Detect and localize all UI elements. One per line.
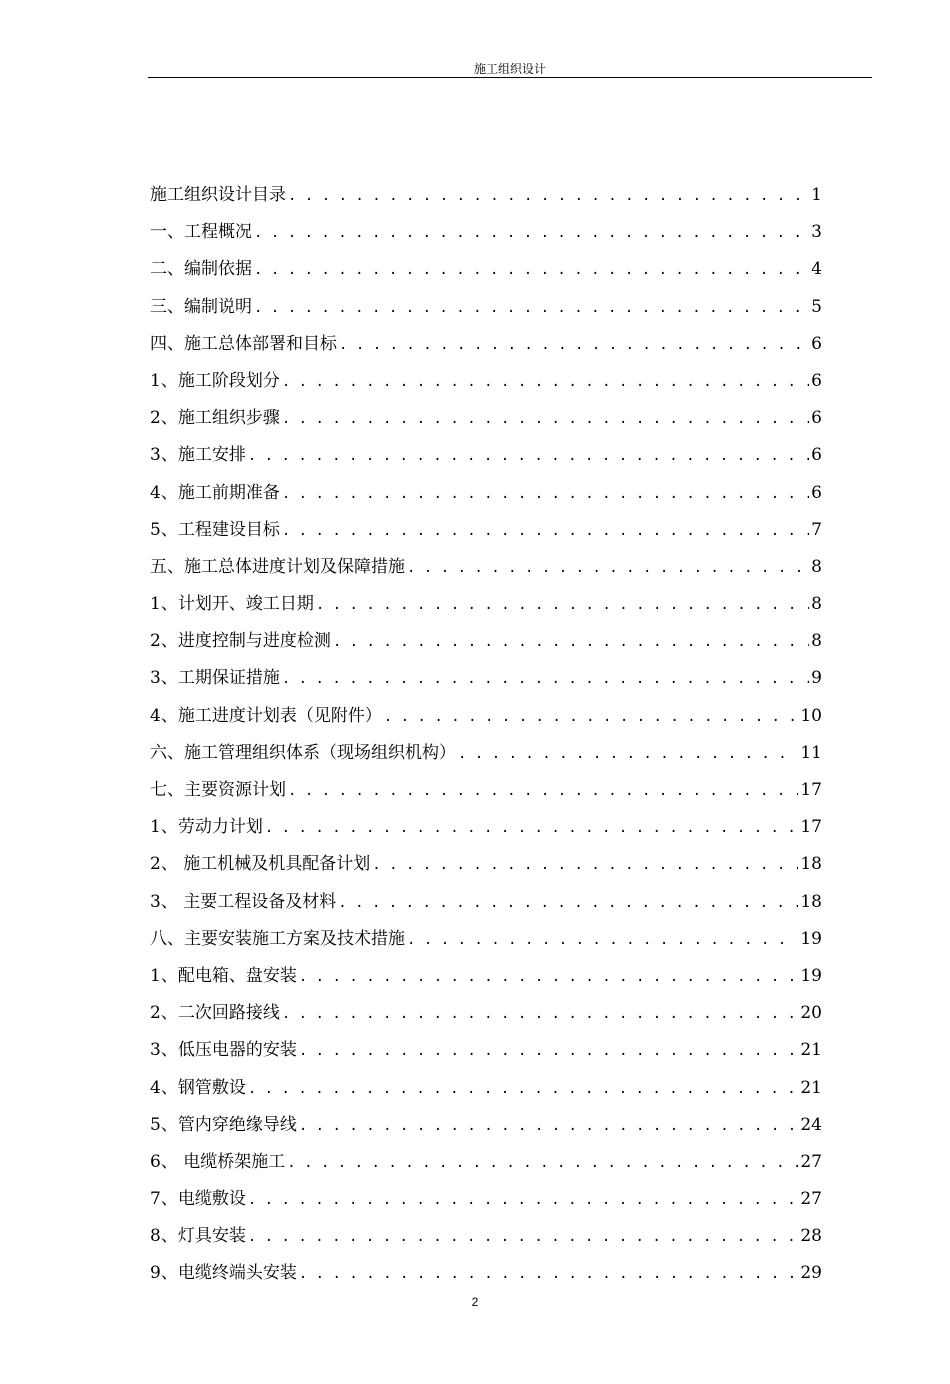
toc-entry[interactable] xyxy=(150,772,822,809)
toc-leader-dots xyxy=(299,1108,799,1145)
toc-entry-title: 3、工期保证措施 xyxy=(150,668,280,689)
toc-leader-dots xyxy=(407,922,798,959)
toc-entry-page: 8 xyxy=(811,594,822,615)
toc-entry-page: 8 xyxy=(811,556,822,577)
toc-entry[interactable] xyxy=(150,1181,822,1218)
toc-entry-page: 20 xyxy=(800,1003,822,1024)
toc-entry[interactable] xyxy=(150,214,822,251)
toc-leader-dots xyxy=(282,476,809,513)
toc-leader-dots xyxy=(254,215,809,252)
toc-leader-dots xyxy=(288,773,798,810)
toc-entry-title: 一、工程概况 xyxy=(150,222,252,243)
toc-leader-dots xyxy=(248,438,809,475)
toc-entry-title: 3、 主要工程设备及材料 xyxy=(150,891,337,912)
toc-entry[interactable] xyxy=(150,363,822,400)
toc-entry-page: 6 xyxy=(811,445,822,466)
toc-entry[interactable] xyxy=(150,1255,822,1292)
toc-entry-page: 1 xyxy=(811,185,822,205)
toc-entry-page: 5 xyxy=(811,296,822,317)
toc-leader-dots xyxy=(287,1145,798,1182)
toc-leader-dots xyxy=(282,661,809,698)
toc-entry[interactable] xyxy=(150,1070,822,1107)
toc-leader-dots xyxy=(282,364,809,401)
toc-entry-title: 8、灯具安装 xyxy=(150,1226,246,1247)
page-header: 施工组织设计 xyxy=(473,62,546,76)
toc-entry[interactable] xyxy=(150,1107,822,1144)
table-of-contents xyxy=(150,177,822,1293)
toc-entry-title: 三、编制说明 xyxy=(150,296,252,317)
toc-entry[interactable] xyxy=(150,326,822,363)
toc-entry-title: 五、施工总体进度计划及保障措施 xyxy=(150,556,405,577)
toc-entry-page: 8 xyxy=(811,631,822,652)
toc-leader-dots xyxy=(407,550,809,587)
toc-entry[interactable] xyxy=(150,475,822,512)
toc-leader-dots xyxy=(265,810,799,847)
toc-leader-dots xyxy=(299,1033,799,1070)
toc-entry-page: 19 xyxy=(800,965,822,986)
toc-entry[interactable] xyxy=(150,1032,822,1069)
toc-entry[interactable] xyxy=(150,400,822,437)
toc-entry-title: 1、配电箱、盘安装 xyxy=(150,965,297,986)
toc-entry-title: 5、管内穿绝缘导线 xyxy=(150,1114,297,1135)
toc-leader-dots xyxy=(254,252,809,289)
toc-leader-dots xyxy=(248,1219,799,1256)
toc-entry[interactable] xyxy=(150,586,822,623)
header-rule xyxy=(148,77,872,78)
toc-entry[interactable] xyxy=(150,660,822,697)
toc-leader-dots xyxy=(282,401,809,438)
toc-leader-dots xyxy=(333,624,809,661)
toc-entry[interactable] xyxy=(150,958,822,995)
toc-leader-dots xyxy=(372,847,798,884)
toc-entry[interactable] xyxy=(150,809,822,846)
toc-entry-page: 19 xyxy=(800,928,822,949)
toc-leader-dots xyxy=(282,513,809,550)
toc-entry-page: 21 xyxy=(800,1077,822,1098)
toc-entry[interactable] xyxy=(150,735,822,772)
toc-entry-title: 6、 电缆桥架施工 xyxy=(150,1151,286,1172)
toc-entry-page: 6 xyxy=(811,408,822,429)
toc-entry-title: 2、施工组织步骤 xyxy=(150,408,280,429)
toc-entry-title: 七、主要资源计划 xyxy=(150,780,286,800)
toc-entry-page: 18 xyxy=(800,854,822,875)
toc-leader-dots xyxy=(282,996,799,1033)
toc-entry-page: 6 xyxy=(811,482,822,503)
toc-leader-dots xyxy=(339,327,809,364)
toc-leader-dots xyxy=(458,736,798,773)
toc-entry-page: 28 xyxy=(800,1226,822,1247)
toc-entry-page: 21 xyxy=(800,1040,822,1061)
toc-entry-page: 11 xyxy=(800,742,822,763)
toc-entry-title: 施工组织设计目录 xyxy=(150,185,286,205)
toc-entry-page: 27 xyxy=(800,1151,822,1172)
toc-entry-page: 24 xyxy=(800,1114,822,1135)
toc-leader-dots xyxy=(248,1182,799,1219)
toc-leader-dots xyxy=(248,1071,799,1108)
toc-entry-page: 17 xyxy=(800,780,822,800)
toc-entry-title: 1、劳动力计划 xyxy=(150,817,263,838)
toc-entry-page: 9 xyxy=(811,668,822,689)
toc-leader-dots xyxy=(338,885,798,922)
toc-entry-title: 3、低压电器的安装 xyxy=(150,1040,297,1061)
toc-entry[interactable] xyxy=(150,1144,822,1181)
toc-entry-title: 4、施工进度计划表（见附件） xyxy=(150,705,382,726)
toc-entry-title: 六、施工管理组织体系（现场组织机构） xyxy=(150,742,456,763)
toc-leader-dots xyxy=(316,587,809,624)
toc-entry[interactable] xyxy=(150,995,822,1032)
toc-entry[interactable] xyxy=(150,177,822,214)
toc-entry-page: 4 xyxy=(811,259,822,280)
toc-leader-dots xyxy=(299,959,799,996)
toc-leader-dots xyxy=(299,1256,799,1293)
toc-entry-title: 7、电缆敷设 xyxy=(150,1189,246,1210)
toc-entry-title: 2、进度控制与进度检测 xyxy=(150,631,331,652)
toc-entry[interactable] xyxy=(150,549,822,586)
toc-entry-page: 10 xyxy=(800,705,822,726)
toc-entry-title: 1、施工阶段划分 xyxy=(150,370,280,391)
toc-leader-dots xyxy=(384,699,799,736)
toc-entry-title: 3、施工安排 xyxy=(150,445,246,466)
toc-entry-page: 7 xyxy=(811,519,822,540)
toc-entry[interactable] xyxy=(150,698,822,735)
toc-entry[interactable] xyxy=(150,512,822,549)
toc-entry-page: 27 xyxy=(800,1189,822,1210)
toc-leader-dots xyxy=(288,178,809,215)
toc-entry-page: 29 xyxy=(800,1263,822,1284)
toc-entry[interactable] xyxy=(150,289,822,326)
toc-entry[interactable] xyxy=(150,921,822,958)
toc-entry[interactable] xyxy=(150,623,822,660)
toc-entry[interactable] xyxy=(150,1218,822,1255)
toc-entry-title: 4、钢管敷设 xyxy=(150,1077,246,1098)
toc-entry[interactable] xyxy=(150,251,822,288)
toc-entry-title: 2、 施工机械及机具配备计划 xyxy=(150,854,371,875)
toc-entry-page: 6 xyxy=(811,333,822,354)
toc-entry-title: 4、施工前期准备 xyxy=(150,482,280,503)
toc-entry-page: 17 xyxy=(800,817,822,838)
page-number: 2 xyxy=(471,1295,479,1309)
toc-entry-page: 18 xyxy=(800,891,822,912)
toc-entry-title: 八、主要安装施工方案及技术措施 xyxy=(150,928,405,949)
toc-leader-dots xyxy=(254,290,809,327)
toc-entry[interactable] xyxy=(150,437,822,474)
toc-entry-title: 2、二次回路接线 xyxy=(150,1003,280,1024)
toc-entry-title: 四、施工总体部署和目标 xyxy=(150,333,337,354)
toc-entry-title: 二、编制依据 xyxy=(150,259,252,280)
toc-entry-title: 1、计划开、竣工日期 xyxy=(150,594,314,615)
toc-entry[interactable] xyxy=(150,846,822,883)
toc-entry-title: 9、电缆终端头安装 xyxy=(150,1263,297,1284)
toc-entry-page: 6 xyxy=(811,370,822,391)
toc-entry-page: 3 xyxy=(811,222,822,243)
toc-entry[interactable] xyxy=(150,884,822,921)
toc-entry-title: 5、工程建设目标 xyxy=(150,519,280,540)
